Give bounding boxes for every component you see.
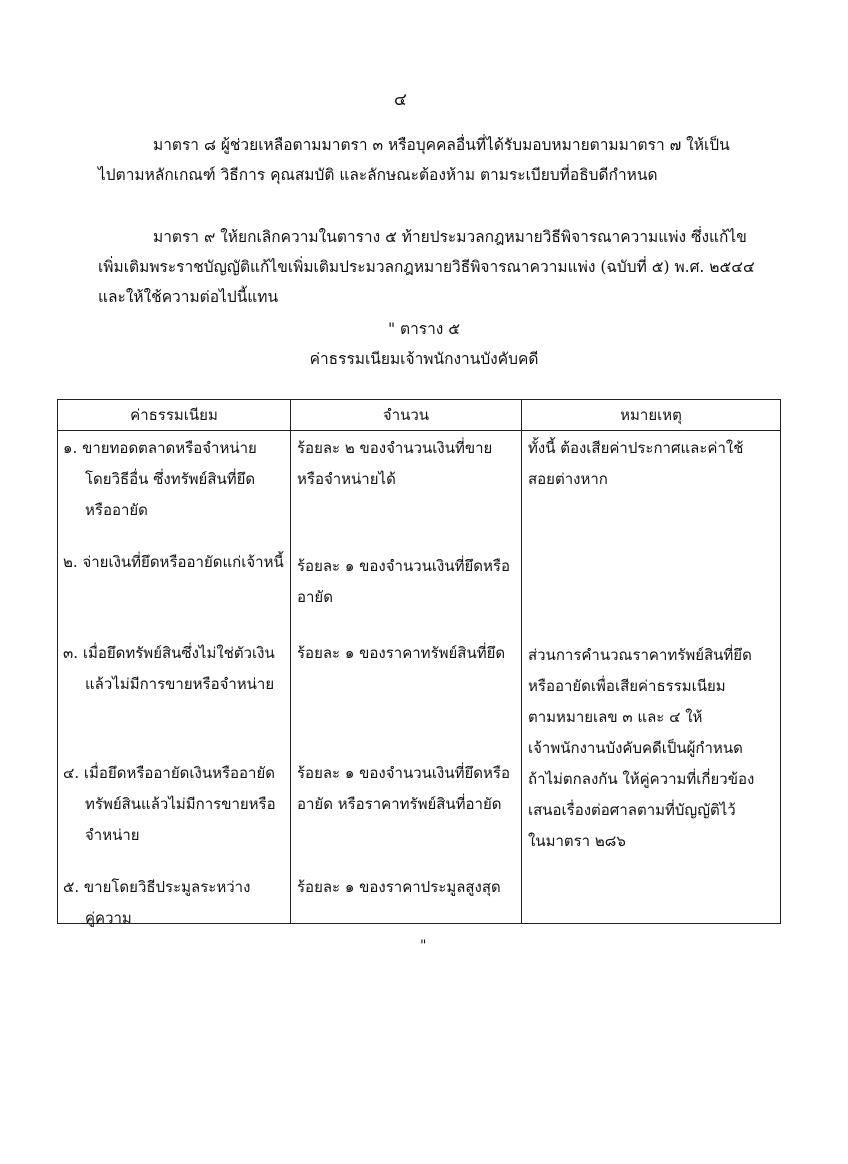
fee-item-3: ๓. เมื่อยึดทรัพย์สินซึ่งไม่ใช่ตัวเงิน แล้วไม่มีการขายหรือจำหน่าย <box>63 638 291 700</box>
amount-item-5: ร้อยละ ๑ ของราคาประมูลสูงสุด <box>297 878 501 896</box>
fee-item-4: ๔. เมื่อยึดหรืออายัดเงินหรืออายัด ทรัพย์สินแล้วไม่มีการขายหรือ จำหน่าย <box>63 758 291 851</box>
fee-item-2: ๒. จ่ายเงินที่ยึดหรืออายัดแก่เจ้าหนี้ <box>63 553 284 571</box>
amount-column <box>291 431 522 924</box>
table-title: ค่าธรรมเนียมเจ้าพนักงานบังคับคดี <box>309 350 539 368</box>
remark-column <box>522 431 781 924</box>
remark-item-1: ทั้งนี้ ต้องเสียค่าประกาศและค่าใช้ สอยต่างหาก <box>528 439 744 488</box>
column-header-fee: ค่าธรรมเนียม <box>58 400 291 431</box>
section-9-paragraph <box>153 222 747 252</box>
fee-item-3-line-2: แล้วไม่มีการขายหรือจำหน่าย <box>85 675 275 693</box>
section-9-line-2: เพิ่มเติมพระราชบัญญัติแก้ไขเพิ่มเติมประมวลกฎหมายวิธีพิจารณาความแพ่ง (ฉบับที่ ๕) พ.ศ. ๒๕๔๔ <box>98 258 755 276</box>
fee-item-1-line-1: ขายทอดตลาดหรือจำหน่าย <box>82 439 257 457</box>
section-9-line-1: มาตรา ๙ ให้ยกเลิกความในตาราง ๕ ท้ายประมวลกฎหมายวิธีพิจารณาความแพ่ง ซึ่งแก้ไข <box>153 228 747 246</box>
fee-item-1-line-2: โดยวิธีอื่น ซึ่งทรัพย์สินที่ยึด <box>85 470 256 488</box>
fee-item-2-line-1: จ่ายเงินที่ยึดหรืออายัดแก่เจ้าหนี้ <box>82 553 284 571</box>
remark-item-2: ส่วนการคำนวณราคาทรัพย์สินที่ยึด หรืออายัดเพื่อเสียค่าธรรมเนียม ตามหมายเลข ๓ และ ๔ ให้ เจ้าพนักงานบังคับคดีเป็นผู้กำหนด ถ้าไม่ตกลงกัน ให้คู่ความที่เกี่ยวข้อง เสนอเรื่องต่อศาลตามที่บัญญัติไว้ ในมาตรา ๒๘๖ <box>528 646 755 850</box>
fee-item-1-line-3: หรืออายัด <box>85 501 148 519</box>
closing-quote: " <box>420 938 427 954</box>
fee-item-5: ๕. ขายโดยวิธีประมูลระหว่าง คู่ความ <box>63 872 291 934</box>
fee-item-4-line-2: ทรัพย์สินแล้วไม่มีการขายหรือ <box>85 795 276 813</box>
section-8-line-1: มาตรา ๘ ผู้ช่วยเหลือตามมาตรา ๓ หรือบุคคลอื่นที่ได้รับมอบหมายตามมาตรา ๗ ให้เป็น <box>153 136 730 154</box>
fee-item-3-line-1: เมื่อยึดทรัพย์สินซึ่งไม่ใช่ตัวเงิน <box>82 644 275 662</box>
section-9-paragraph-cont <box>98 252 755 312</box>
amount-item-2: ร้อยละ ๑ ของจำนวนเงินที่ยึดหรือ อายัด <box>297 557 510 606</box>
section-8-paragraph-cont <box>98 160 658 190</box>
amount-item-4: ร้อยละ ๑ ของจำนวนเงินที่ยึดหรือ อายัด หรือราคาทรัพย์สินที่อายัด <box>297 764 510 813</box>
fee-item-5-line-2: คู่ความ <box>85 909 132 927</box>
section-8-line-2: ไปตามหลักเกณฑ์ วิธีการ คุณสมบัติ และลักษณะต้องห้าม ตามระเบียบที่อธิบดีกำหนด <box>98 166 658 184</box>
column-header-amount: จำนวน <box>291 400 522 431</box>
fee-table <box>57 399 781 927</box>
amount-item-1: ร้อยละ ๒ ของจำนวนเงินที่ขาย หรือจำหน่ายได้ <box>297 439 493 488</box>
table-body-row <box>58 431 781 924</box>
amount-item-3: ร้อยละ ๑ ของราคาทรัพย์สินที่ยึด <box>297 644 506 662</box>
fee-item-1: ๑. ขายทอดตลาดหรือจำหน่าย โดยวิธีอื่น ซึ่งทรัพย์สินที่ยึด หรืออายัด <box>63 433 291 526</box>
section-9-line-3: และให้ใช้ความต่อไปนี้แทน <box>98 288 279 306</box>
table-heading: " ตาราง ๕ <box>387 320 461 338</box>
fee-item-5-line-1: ขายโดยวิธีประมูลระหว่าง <box>83 878 251 896</box>
fee-column <box>58 431 291 927</box>
page-number: ๔ <box>394 90 407 110</box>
table-header-row <box>58 400 781 431</box>
fee-item-4-line-3: จำหน่าย <box>85 826 140 844</box>
section-8-paragraph <box>153 130 730 160</box>
column-header-remark: หมายเหตุ <box>522 400 781 431</box>
fee-item-4-line-1: เมื่อยึดหรืออายัดเงินหรืออายัด <box>83 764 275 782</box>
